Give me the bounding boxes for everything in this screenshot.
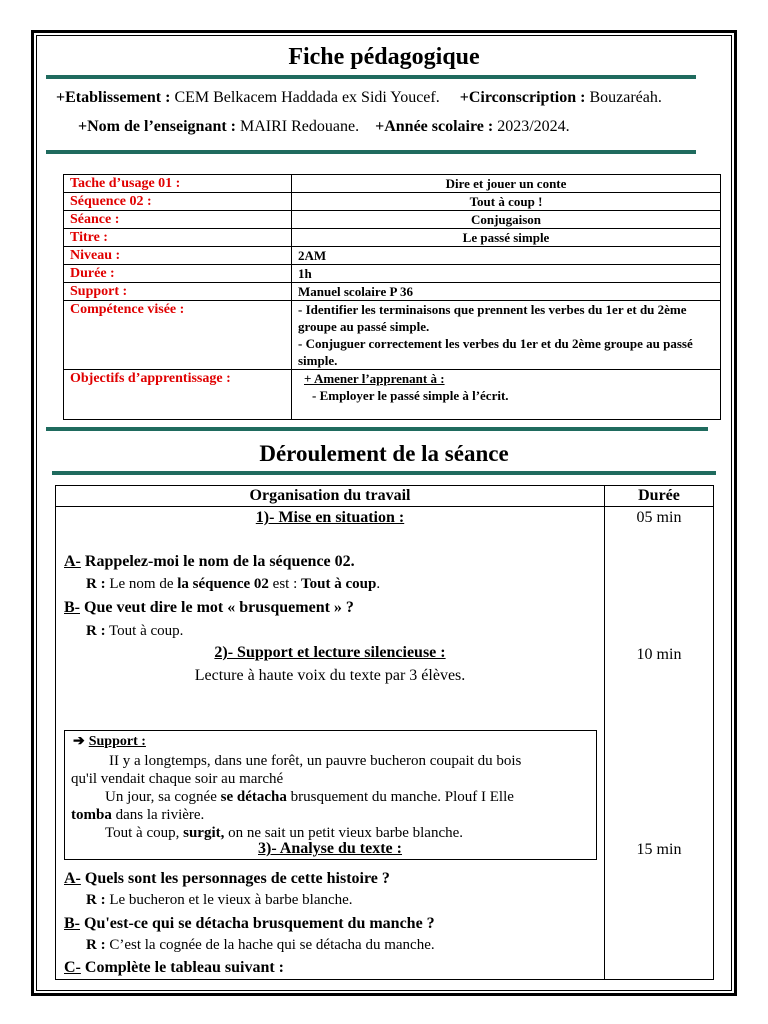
duree-value: 1h [292, 265, 721, 283]
section-3-title: 3)- Analyse du texte : [258, 840, 402, 857]
s3-question-c-text: Complète le tableau suivant : [80, 959, 284, 976]
title-divider [46, 75, 696, 79]
s3-question-c [64, 959, 284, 977]
section-2-title: 2)- Support et lecture silencieuse : [214, 644, 446, 661]
s1-answer-b-label: R : [86, 623, 106, 639]
support-line-3-pre: Un jour, sa cognée [105, 789, 221, 805]
s1-answer-a-bold2: Tout à coup [301, 576, 377, 592]
s1-question-a [64, 553, 355, 571]
deroulement-title: Déroulement de la séance [259, 441, 509, 466]
meta-divider [46, 427, 708, 431]
s1-answer-a-mid: est : [268, 576, 301, 592]
competence-line-2: - Conjuguer correctement les verbes du 1er et du 2ème groupe au passé simple. [298, 336, 693, 368]
support-line-5-bold: surgit, [183, 825, 225, 841]
titre-label: Titre : [64, 229, 292, 247]
objectifs-line-2: - Employer le passé simple à l’écrit. [312, 388, 509, 403]
objectifs-value [292, 370, 721, 420]
seance-header-row [56, 486, 714, 507]
organisation-cell [56, 507, 605, 980]
seance-table [55, 485, 714, 980]
support-line-5-pre: Tout à coup, [105, 825, 184, 841]
s1-answer-b-text: Tout à coup. [105, 623, 184, 639]
s3-duree: 15 min [636, 841, 682, 858]
objectifs-label: Objectifs d’apprentissage : [64, 370, 292, 420]
s3-answer-b-text: C’est la cognée de la hache qui se détacha du manche. [105, 937, 435, 953]
col-organisation: Organisation du travail [56, 486, 605, 507]
lesson-meta-table [63, 174, 721, 420]
duree-cell [605, 507, 714, 980]
circonscription-label: +Circonscription : [459, 89, 586, 106]
s1-answer-a-label: R : [86, 576, 106, 592]
support-line-4-post: dans la rivière. [111, 807, 205, 823]
deroulement-divider [52, 471, 716, 475]
meta-row-sequence [64, 193, 721, 211]
competence-line-1: - Identifier les terminaisons que prennent les verbes du 1er et du 2ème groupe au passé simple. [298, 302, 687, 334]
support-line-4 [71, 807, 204, 824]
sequence-value: Tout à coup ! [292, 193, 721, 211]
s3-question-a [64, 870, 390, 888]
s3-question-a-letter: A- [64, 870, 81, 887]
section-1-title: 1)- Mise en situation : [255, 509, 405, 526]
circonscription-value: Bouzaréah. [589, 89, 662, 106]
meta-row-objectifs [64, 370, 721, 420]
competence-label: Compétence visée : [64, 301, 292, 370]
s1-question-a-text: Rappelez-moi le nom de la séquence 02. [80, 553, 355, 570]
duree-label: Durée : [64, 265, 292, 283]
support-line-2: qu'il vendait chaque soir au marché [71, 771, 284, 787]
s1-answer-a-end: . [376, 576, 381, 592]
support-line-5-post: on ne sait un petit vieux barbe blanche. [224, 825, 464, 841]
sequence-label: Séquence 02 : [64, 193, 292, 211]
s1-answer-b [86, 623, 183, 640]
s2-duree: 10 min [636, 646, 682, 663]
seance-label: Séance : [64, 211, 292, 229]
competence-value [292, 301, 721, 370]
page-title: Fiche pédagogique [288, 44, 480, 70]
annee-label: +Année scolaire : [375, 118, 494, 135]
s1-duree: 05 min [636, 509, 682, 526]
meta-row-competence [64, 301, 721, 370]
niveau-label: Niveau : [64, 247, 292, 265]
s1-question-a-letter: A- [64, 553, 81, 570]
s3-question-a-text: Quels sont les personnages de cette histoire ? [80, 870, 390, 887]
support-line-3 [105, 789, 514, 806]
annee-value: 2023/2024. [497, 118, 570, 135]
support-heading-text: Support : [88, 734, 146, 749]
s3-question-c-letter: C- [64, 959, 81, 976]
meta-row-support [64, 283, 721, 301]
niveau-value: 2AM [292, 247, 721, 265]
enseignant-value: MAIRI Redouane. [240, 118, 360, 135]
seance-value: Conjugaison [292, 211, 721, 229]
s3-answer-a-text: Le bucheron et le vieux à barbe blanche. [105, 892, 353, 908]
s3-answer-a-label: R : [86, 892, 106, 908]
info-line-2 [78, 118, 570, 136]
s1-answer-a [86, 576, 380, 593]
etablissement-value: CEM Belkacem Haddada ex Sidi Youcef. [174, 89, 440, 106]
support-value: Manuel scolaire P 36 [292, 283, 721, 301]
support-line-3-post: brusquement du manche. Plouf I Elle [286, 789, 514, 805]
titre-value: Le passé simple [292, 229, 721, 247]
s1-question-b [64, 599, 354, 617]
meta-row-niveau [64, 247, 721, 265]
s3-question-b [64, 915, 435, 933]
s3-answer-b-label: R : [86, 937, 106, 953]
s3-answer-b [86, 937, 435, 954]
meta-row-seance [64, 211, 721, 229]
objectifs-line-1: + Amener l’apprenant à : [304, 371, 445, 386]
support-heading [73, 733, 146, 750]
meta-row-titre [64, 229, 721, 247]
meta-row-tache [64, 175, 721, 193]
tache-value: Dire et jouer un conte [292, 175, 721, 193]
etablissement-label: +Etablissement : [56, 89, 171, 106]
s1-answer-a-bold1: la séquence 02 [177, 576, 269, 592]
tache-label: Tache d’usage 01 : [64, 175, 292, 193]
support-line-4-bold: tomba [71, 807, 112, 823]
s3-question-b-text: Qu'est-ce qui se détacha brusquement du manche ? [80, 915, 435, 932]
enseignant-label: +Nom de l’enseignant : [78, 118, 236, 135]
seance-body-row [56, 507, 714, 980]
info-line-1 [56, 89, 662, 107]
s3-answer-a [86, 892, 353, 909]
s1-question-b-text: Que veut dire le mot « brusquement » ? [80, 599, 354, 616]
meta-row-duree [64, 265, 721, 283]
s1-question-b-letter: B- [64, 599, 80, 616]
support-line-1: II y a longtemps, dans une forêt, un pauvre bucheron coupait du bois [109, 753, 522, 769]
col-duree: Durée [605, 486, 714, 507]
info-divider [46, 150, 696, 154]
support-line-3-bold: se détacha [220, 789, 287, 805]
arrow-right-icon: ➔ [73, 734, 85, 749]
support-label: Support : [64, 283, 292, 301]
section-2-text: Lecture à haute voix du texte par 3 élèves. [194, 667, 466, 684]
s1-answer-a-pre: Le nom de [105, 576, 178, 592]
s3-question-b-letter: B- [64, 915, 80, 932]
